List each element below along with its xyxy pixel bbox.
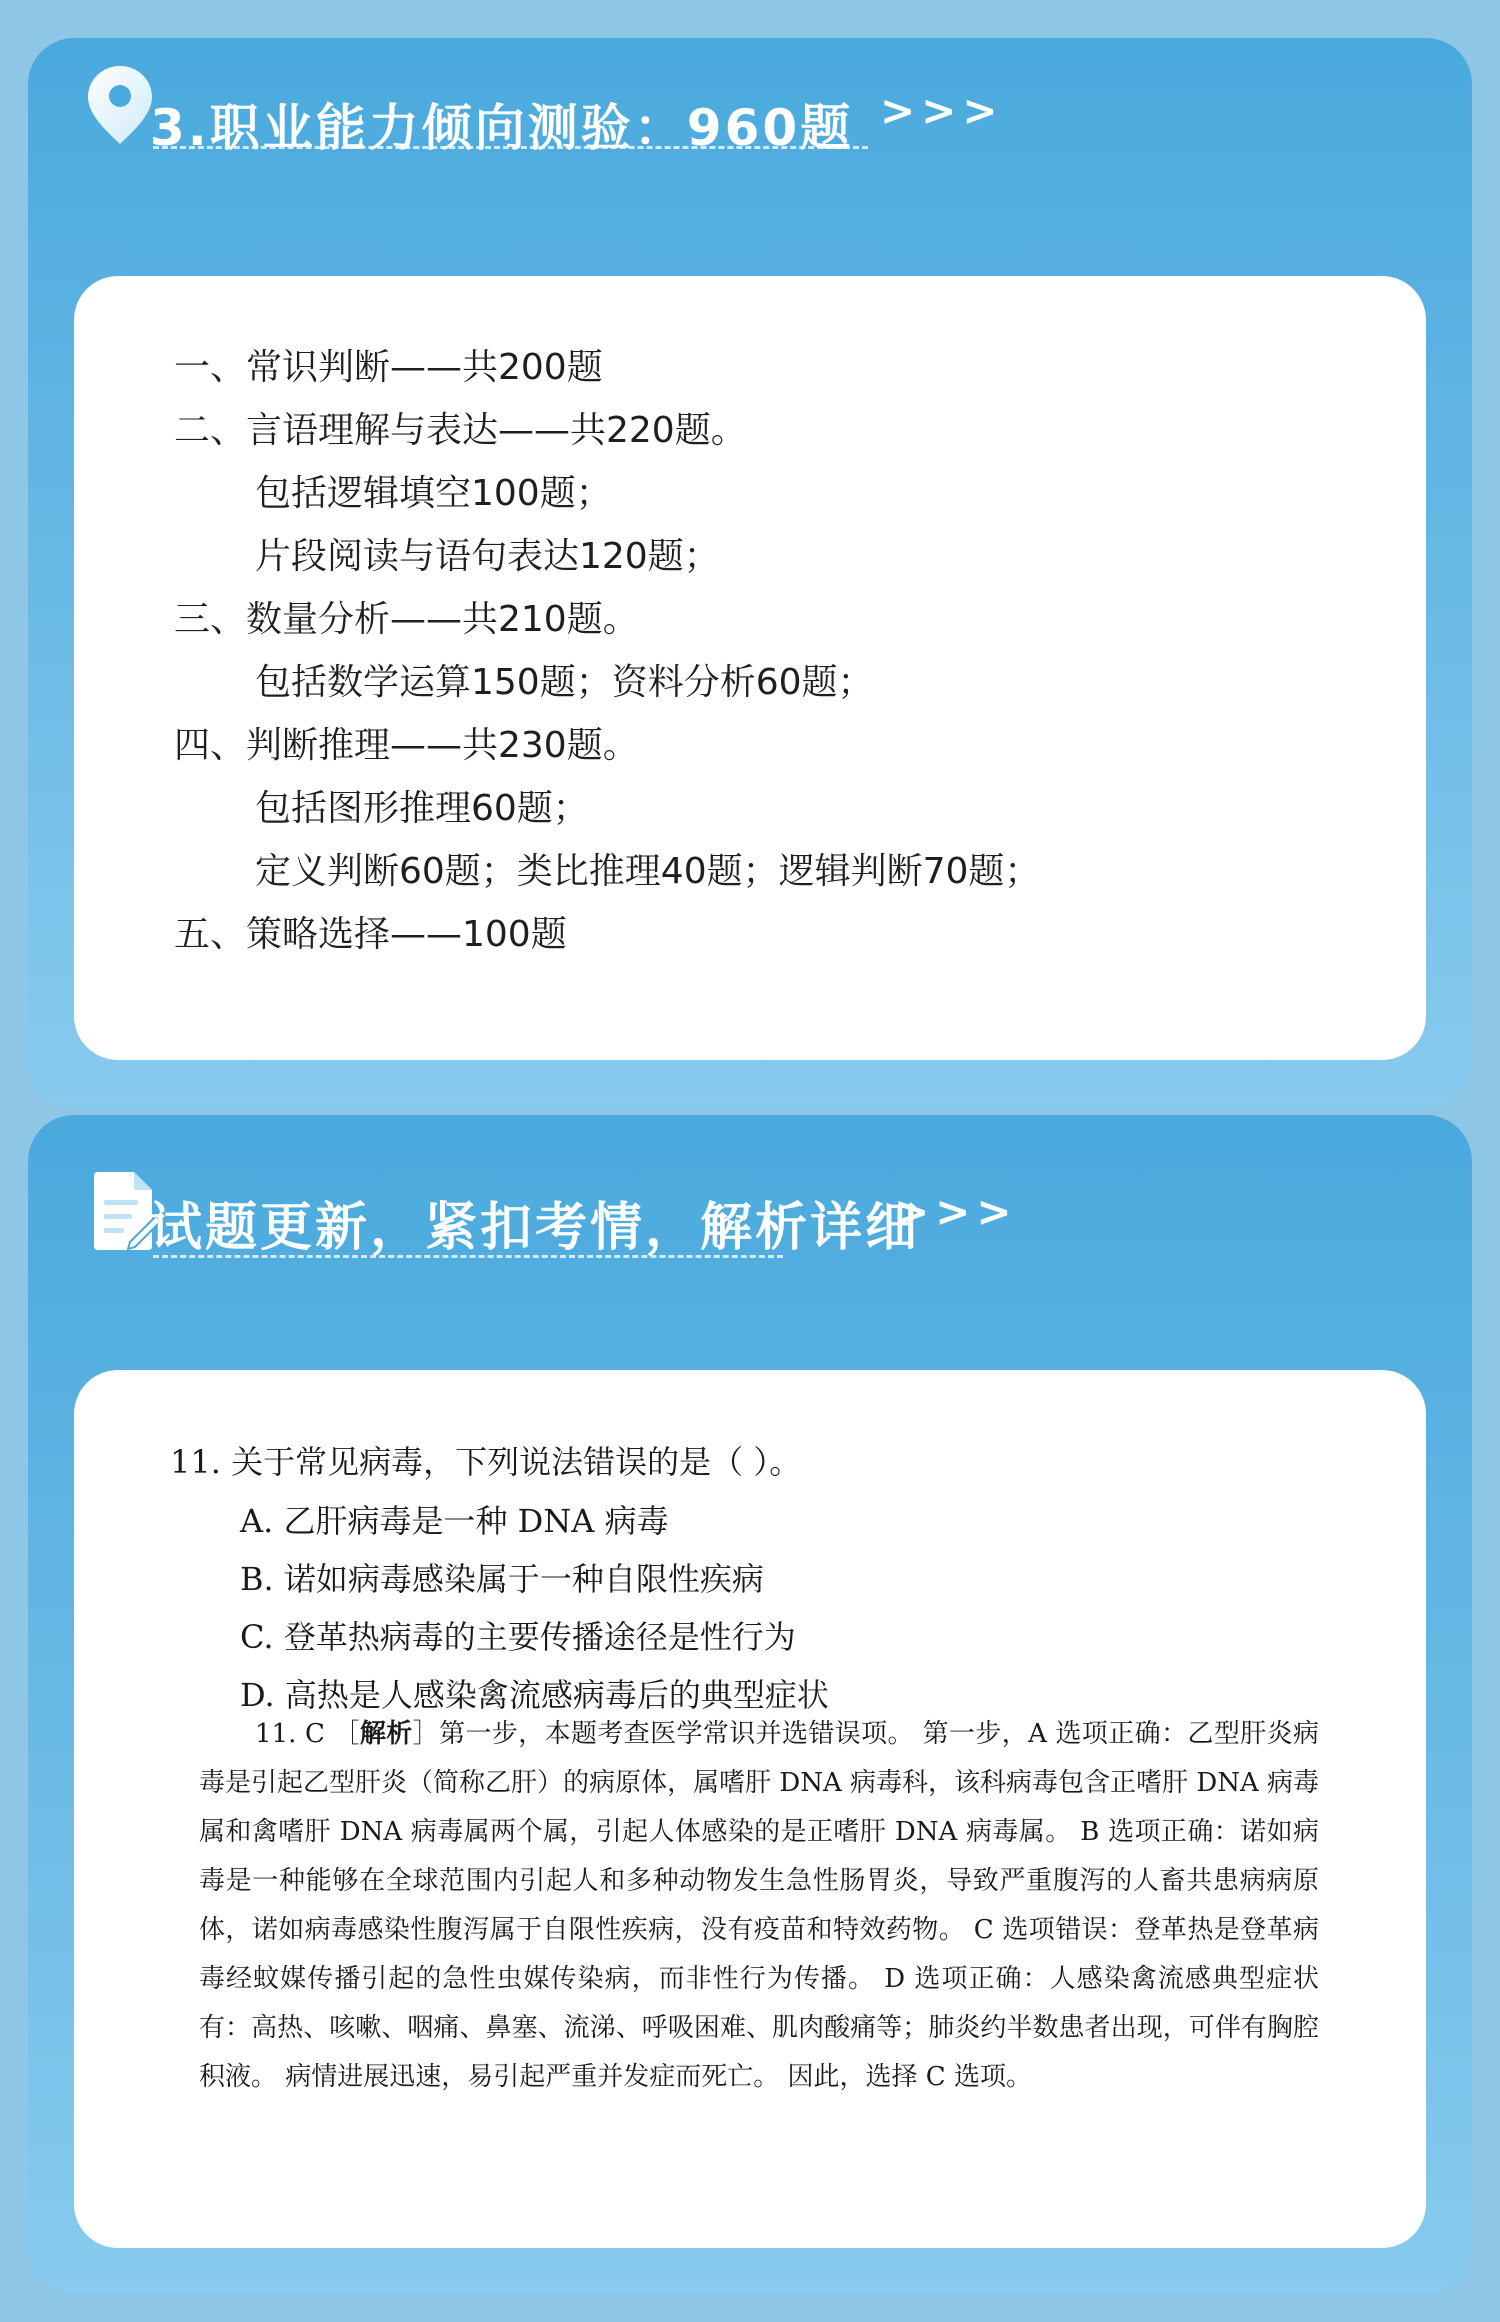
topic-subline: 包括逻辑填空100题；	[255, 473, 612, 514]
option-b: B. 诺如病毒感染属于一种自限性疾病	[240, 1560, 764, 1598]
question-card	[74, 1370, 1426, 2248]
topic-list	[174, 336, 1040, 966]
exam-section-panel	[28, 38, 1472, 1108]
analysis-prefix: 11. C ［	[255, 1719, 360, 1749]
option-c: C. 登革热病毒的主要传播途径是性行为	[240, 1618, 796, 1656]
section-title: 试题更新，紧扣考情，解析详细	[150, 1198, 921, 1258]
topic-subline: 包括图形推理60题；	[255, 788, 589, 829]
analysis-tag: 解析	[359, 1719, 413, 1749]
topic-subline: 包括数学运算150题；资料分析60题；	[255, 662, 874, 703]
topic-line: 二、言语理解与表达——共220题。	[174, 410, 747, 451]
topic-line: 五、策略选择——100题	[174, 914, 567, 955]
topic-subline: 定义判断60题；类比推理40题；逻辑判断70题；	[255, 851, 1041, 892]
analysis-text: ］第一步，本题考查医学常识并选错误项。 第一步，A 选项正确：乙型肝炎病毒是引起乙型肝炎（简称乙肝）的病原体，属嗜肝 DNA 病毒科，该科病毒包含正嗜肝 DNA 病毒属和禽嗜肝 DNA 病毒属两个属，引起人体感染的是正嗜肝 DNA 病毒属。 B 选项正确：诺如病毒是一种能够在全球范围内引起人和多种动物发生急性肠胃炎，导致严重腹泻的人畜共患病病原体，诺如病毒感染性腹泻属于自限性疾病，没有疫苗和特效药物。 C 选项错误：登革热是登革病毒经蚊媒传播引起的急性虫媒传染病，而非性行为传播。 D 选项正确：人感染禽流感典型症状有：高热、咳嗽、咽痛、鼻塞、流涕、呼吸困难、肌肉酸痛等；肺炎约半数患者出现，可伴有胸腔积液。 病情进展迅速，易引起严重并发症而死亡。 因此，选择 C 选项。	[199, 1719, 1319, 2092]
option-d: D. 高热是人感染禽流感病毒后的典型症状	[240, 1676, 829, 1714]
section-title: 3.职业能力倾向测验：960题	[150, 99, 854, 157]
section-header	[28, 38, 1472, 208]
topic-line: 三、数量分析——共210题。	[174, 599, 639, 640]
more-arrows[interactable]: >>>	[880, 86, 1004, 135]
topic-list-card	[74, 276, 1426, 1060]
more-arrows[interactable]: >>>	[894, 1187, 1018, 1236]
topic-line: 四、判断推理——共230题。	[174, 725, 639, 766]
option-a: A. 乙肝病毒是一种 DNA 病毒	[240, 1502, 669, 1540]
answer-analysis	[199, 1710, 1319, 2102]
topic-subline: 片段阅读与语句表达120题；	[255, 536, 720, 577]
sample-question-panel	[28, 1115, 1472, 2295]
question-block	[170, 1432, 829, 1724]
section-header	[28, 1115, 1472, 1285]
title-underline	[153, 1255, 783, 1258]
title-underline	[153, 146, 868, 149]
topic-line: 一、常识判断——共200题	[174, 347, 603, 388]
location-pin-icon	[86, 64, 154, 146]
question-stem: 11. 关于常见病毒，下列说法错误的是（ ）。	[170, 1443, 802, 1481]
